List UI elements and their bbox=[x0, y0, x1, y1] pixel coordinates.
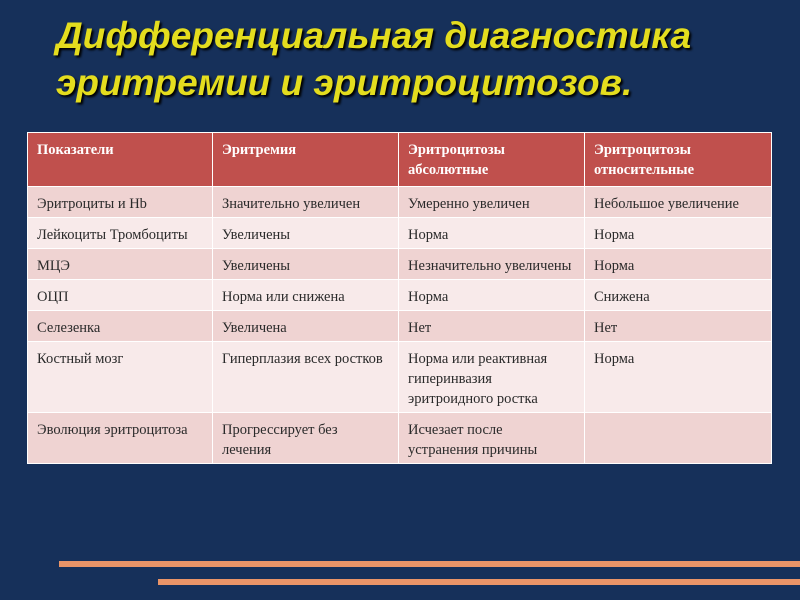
table-row bbox=[28, 342, 772, 413]
table-header-row bbox=[28, 133, 772, 187]
table-cell: Костный мозг bbox=[28, 342, 213, 413]
header-cell-erythremia: Эритремия bbox=[213, 133, 399, 187]
table-cell: Селезенка bbox=[28, 311, 213, 342]
title-line-1: Дифференциальная диагностика bbox=[56, 15, 692, 56]
slide-title bbox=[56, 12, 786, 106]
table-row bbox=[28, 187, 772, 218]
table-cell: Увеличена bbox=[213, 311, 399, 342]
table-cell: Исчезает после устранения причины bbox=[399, 413, 585, 464]
title-line-2: эритремии и эритроцитозов. bbox=[56, 62, 633, 103]
table-cell: Небольшое увеличение bbox=[585, 187, 772, 218]
table-cell: Норма bbox=[399, 280, 585, 311]
table-row bbox=[28, 280, 772, 311]
table-cell: Снижена bbox=[585, 280, 772, 311]
table-cell: Нет bbox=[399, 311, 585, 342]
table-cell: Умеренно увеличен bbox=[399, 187, 585, 218]
table-cell: Значительно увеличен bbox=[213, 187, 399, 218]
table-cell bbox=[585, 413, 772, 464]
table-cell: Увеличены bbox=[213, 249, 399, 280]
table-cell: Незначительно увеличены bbox=[399, 249, 585, 280]
table-cell: Норма bbox=[585, 342, 772, 413]
table-row bbox=[28, 218, 772, 249]
table-cell: Лейкоциты Тромбоциты bbox=[28, 218, 213, 249]
table-row bbox=[28, 413, 772, 464]
decorative-bar-top bbox=[59, 561, 800, 567]
header-cell-absolute-erythrocytosis: Эритроцитозы абсолютные bbox=[399, 133, 585, 187]
table-cell: МЦЭ bbox=[28, 249, 213, 280]
table-cell: ОЦП bbox=[28, 280, 213, 311]
table-cell: Увеличены bbox=[213, 218, 399, 249]
table-cell: Норма или снижена bbox=[213, 280, 399, 311]
decorative-bar-bottom bbox=[158, 579, 800, 585]
table-cell: Прогрессирует без лечения bbox=[213, 413, 399, 464]
table-cell: Норма или реактивная гиперинвазия эритроидного ростка bbox=[399, 342, 585, 413]
diagnosis-table bbox=[27, 132, 772, 464]
table-cell: Норма bbox=[399, 218, 585, 249]
table-row bbox=[28, 249, 772, 280]
header-cell-indicators: Показатели bbox=[28, 133, 213, 187]
table-cell: Норма bbox=[585, 249, 772, 280]
table-cell: Норма bbox=[585, 218, 772, 249]
table-cell: Гиперплазия всех ростков bbox=[213, 342, 399, 413]
header-cell-relative-erythrocytosis: Эритроцитозы относительные bbox=[585, 133, 772, 187]
table-cell: Эритроциты и Hb bbox=[28, 187, 213, 218]
table-cell: Эволюция эритроцитоза bbox=[28, 413, 213, 464]
table-row bbox=[28, 311, 772, 342]
table-cell: Нет bbox=[585, 311, 772, 342]
